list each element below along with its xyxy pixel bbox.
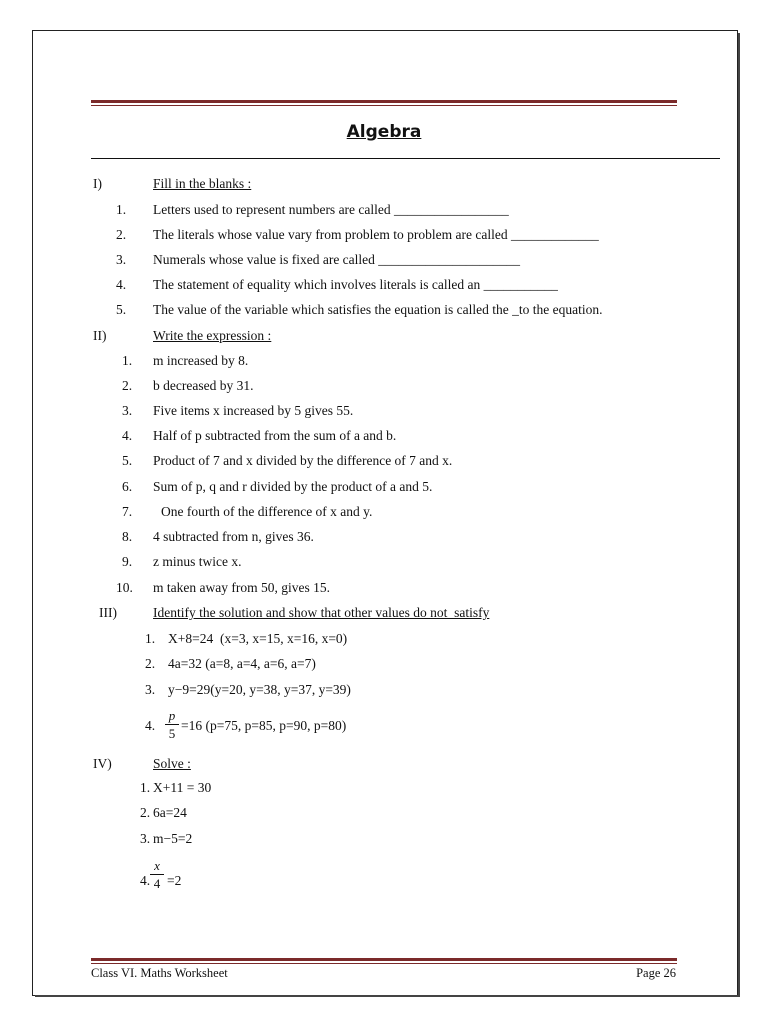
item-text: z minus twice x. (153, 554, 242, 569)
section-numeral: II) (93, 328, 107, 343)
section-numeral: IV) (93, 756, 112, 771)
item-text: Half of p subtracted from the sum of a and b. (153, 428, 397, 443)
fraction (150, 858, 164, 891)
page-title: Algebra (346, 122, 422, 142)
item-number: 2. (122, 378, 133, 393)
section-heading: Identify the solution and show that other values do not satisfy (153, 605, 490, 620)
item-number: 2. (140, 805, 151, 820)
item-text: The value of the variable which satisfies the equation is called the _to the equation. (153, 302, 603, 317)
item-text: The statement of equality which involves literals is called an ___________ (153, 277, 558, 292)
fraction-denominator: 4 (153, 876, 161, 891)
item-text: m−5=2 (153, 831, 193, 846)
item-text: One fourth of the difference of x and y. (161, 504, 373, 519)
footer-label: Class VI. Maths Worksheet (91, 966, 228, 980)
item-number: 5. (116, 302, 127, 317)
item-text: =2 (167, 873, 182, 888)
item-number: 2. (116, 227, 127, 242)
item-text: y−9=29(y=20, y=38, y=37, y=39) (168, 682, 351, 697)
item-number: 7. (122, 504, 133, 519)
item-text: b decreased by 31. (153, 378, 254, 393)
item-number: 4. (140, 873, 151, 888)
item-text: Product of 7 and x divided by the difference of 7 and x. (153, 453, 453, 468)
fraction-numerator: p (168, 708, 176, 723)
item-number: 1. (122, 353, 133, 368)
item-number: 6. (122, 479, 133, 494)
item-number: 3. (145, 682, 156, 697)
item-number: 3. (140, 831, 151, 846)
item-number: 1. (116, 202, 127, 217)
item-number: 10. (116, 580, 133, 595)
section-numeral: III) (99, 605, 117, 620)
fraction-denominator: 5 (168, 726, 176, 741)
section-heading: Write the expression : (153, 328, 272, 343)
item-text: The literals whose value vary from problem to problem are called _____________ (153, 227, 599, 242)
item-text: 4a=32 (a=8, a=4, a=6, a=7) (168, 656, 316, 671)
fraction (165, 708, 179, 741)
item-text: m taken away from 50, gives 15. (153, 580, 330, 595)
item-text: X+11 = 30 (153, 780, 212, 795)
item-number: 4. (116, 277, 127, 292)
fraction-bar (165, 724, 179, 725)
page-number: Page 26 (636, 966, 676, 980)
item-text: Numerals whose value is fixed are called _____________________ (153, 252, 521, 267)
item-number: 3. (122, 403, 133, 418)
item-text: Five items x increased by 5 gives 55. (153, 403, 354, 418)
item-number: 5. (122, 453, 133, 468)
item-text: X+8=24 (x=3, x=15, x=16, x=0) (168, 631, 348, 646)
item-text: Sum of p, q and r divided by the product of a and 5. (153, 479, 433, 494)
page-border (32, 30, 738, 996)
item-number: 1. (145, 631, 156, 646)
footer-rule (91, 958, 677, 965)
item-number: 8. (122, 529, 133, 544)
section-heading: Solve : (153, 756, 191, 771)
item-number: 4. (122, 428, 133, 443)
header-rule (91, 100, 677, 107)
item-text: 4 subtracted from n, gives 36. (153, 529, 314, 544)
section-numeral: I) (93, 176, 102, 191)
item-text: m increased by 8. (153, 353, 249, 368)
page-shadow-right (738, 33, 740, 996)
item-text: 6a=24 (153, 805, 187, 820)
item-number: 4. (145, 718, 156, 733)
fraction-bar (150, 874, 164, 875)
item-number: 2. (145, 656, 156, 671)
fraction-numerator: x (154, 858, 160, 873)
section-heading: Fill in the blanks : (153, 176, 252, 191)
item-number: 9. (122, 554, 133, 569)
item-number: 3. (116, 252, 127, 267)
item-text: Letters used to represent numbers are called _________________ (153, 202, 509, 217)
page-shadow-bottom (35, 995, 740, 997)
item-number: 1. (140, 780, 151, 795)
title-underline-rule (91, 158, 720, 159)
item-text: =16 (p=75, p=85, p=90, p=80) (181, 718, 347, 733)
